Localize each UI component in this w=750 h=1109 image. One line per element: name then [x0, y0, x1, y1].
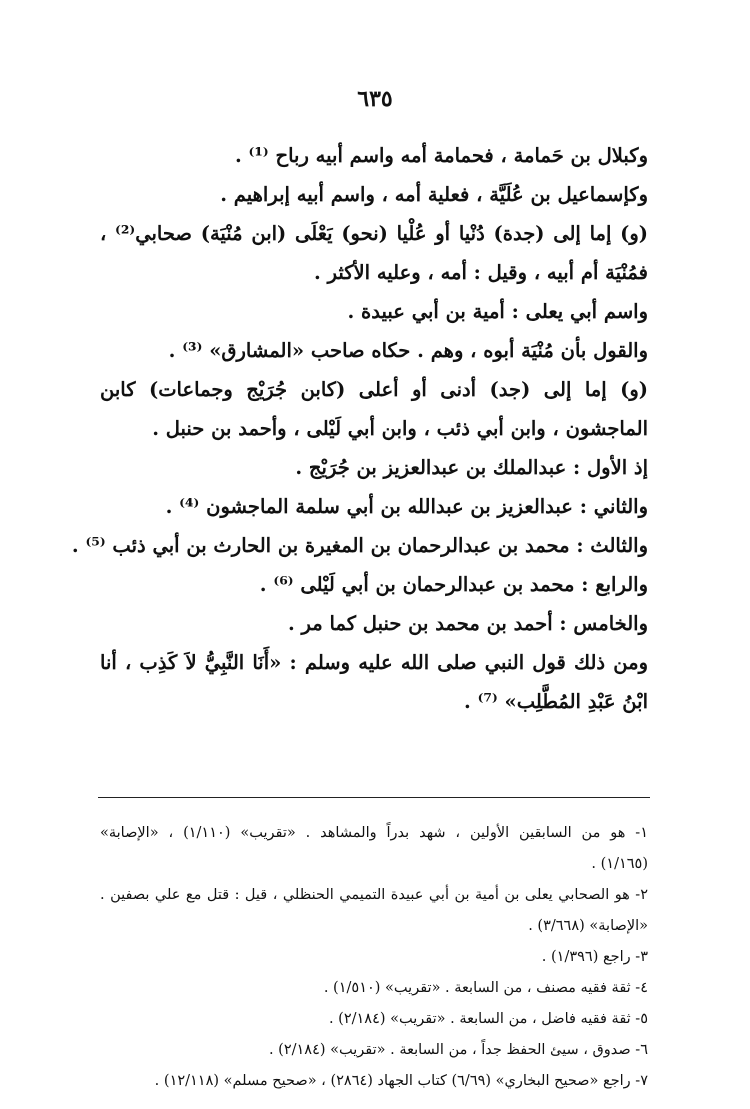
- footnote-divider: [98, 797, 650, 798]
- text-line: ابْنُ عَبْدِ المُطَّلِب» ⁽⁷⁾ .: [464, 690, 648, 713]
- text-line: وكإسماعيل بن عُلَيَّة ، فعلية أمه ، واسم أبيه إبراهيم .: [220, 183, 648, 206]
- page-number: ٦٣٥: [357, 86, 393, 112]
- footnote-line: ٦- صدوق ، سيئ الحفظ جداً ، من السابعة . «تقريب» (٢/١٨٤) .: [268, 1042, 648, 1058]
- text-line: (و) إما إلى (جدة) دُنْيا أو عُلْيا (نحو) يَعْلَى (ابن مُنْيَة) صحابي⁽²⁾ ،: [100, 222, 648, 245]
- text-line: والثالث : محمد بن عبدالرحمان بن المغيرة بن الحارث بن أبي ذئب ⁽⁵⁾ .: [71, 534, 648, 557]
- footnote-line: ٥- ثقة فقيه فاضل ، من السابعة . «تقريب» (٢/١٨٤) .: [328, 1011, 648, 1027]
- text-line: والرابع : محمد بن عبدالرحمان بن أبي لَيْلى ⁽⁶⁾ .: [259, 573, 648, 596]
- text-line: وكبلال بن حَمامة ، فحمامة أمه واسم أبيه رباح ⁽¹⁾ .: [234, 144, 648, 167]
- text-line: والخامس : أحمد بن محمد بن حنبل كما مر .: [287, 612, 648, 635]
- text-line: والثاني : عبدالعزيز بن عبدالله بن أبي سلمة الماجشون ⁽⁴⁾ .: [165, 495, 648, 518]
- text-line: (و) إما إلى (جد) أدنى أو أعلى (كابن جُرَيْج وجماعات) كابن: [100, 378, 648, 401]
- text-line: واسم أبي يعلى : أمية بن أبي عبيدة .: [347, 300, 648, 323]
- footnotes: [100, 818, 648, 1097]
- footnote-line: «الإصابة» (٣/٦٦٨) .: [528, 918, 648, 934]
- text-line: ومن ذلك قول النبي صلى الله عليه وسلم : «أَنَا النَّبِيُّ لاَ كَذِب ، أنا: [100, 651, 648, 674]
- footnote-line: (١/١٦٥) .: [591, 856, 648, 872]
- text-line: فمُنْيَة أم أبيه ، وقيل : أمه ، وعليه الأكثر .: [314, 261, 648, 284]
- footnote-line: ١- هو من السابقين الأولين ، شهد بدراً والمشاهد . «تقريب» (١/١١٠) ، «الإصابة»: [100, 825, 648, 841]
- footnote-line: ٤- ثقة فقيه مصنف ، من السابعة . «تقريب» (١/٥١٠) .: [323, 980, 648, 996]
- text-line: والقول بأن مُنْيَة أبوه ، وهم . حكاه صاحب «المشارق» ⁽³⁾ .: [168, 339, 648, 362]
- footnote-line: ٢- هو الصحابي يعلى بن أمية بن أبي عبيدة التميمي الحنظلي ، قيل : قتل مع علي بصفين .: [100, 887, 648, 903]
- text-line: إذ الأول : عبدالملك بن عبدالعزيز بن جُرَيْج .: [295, 456, 648, 479]
- text-line: الماجشون ، وابن أبي ذئب ، وابن أبي لَيْلى ، وأحمد بن حنبل .: [152, 417, 648, 440]
- main-text-body: [71, 136, 648, 721]
- footnote-line: ٧- راجع «صحيح البخاري» (٦/٦٩) كتاب الجهاد (٢٨٦٤) ، «صحيح مسلم» (١٢/١١٨) .: [154, 1073, 648, 1089]
- footnote-line: ٣- راجع (١/٣٩٦) .: [541, 949, 648, 965]
